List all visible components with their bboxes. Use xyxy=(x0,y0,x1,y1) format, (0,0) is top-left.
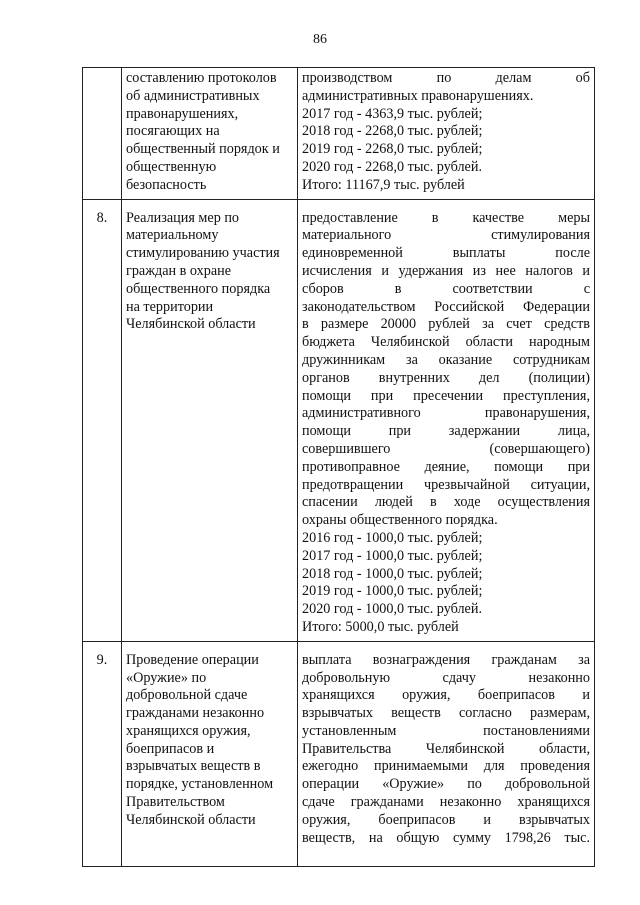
table-row xyxy=(83,68,595,200)
page-number: 86 xyxy=(313,32,327,47)
funding-line: 2016 год - 1000,0 тыс. рублей; xyxy=(302,529,483,546)
row-number: 9. xyxy=(83,641,122,866)
description-line: единовременной выплаты после xyxy=(302,245,590,262)
description-line: оружия, боеприпасов и взрывчатых xyxy=(302,811,590,828)
description-line: помощи при пресечении преступления, xyxy=(302,387,590,404)
description-line: исчисления и удержания из нее налогов и xyxy=(302,262,590,279)
description-line: предотвращении чрезвычайной ситуации, xyxy=(302,476,590,493)
measure-name-line: боеприпасов и xyxy=(126,740,215,757)
row-number xyxy=(83,68,122,200)
measure-name-line: общественного порядка xyxy=(126,280,271,297)
total-line: Итого: 11167,9 тыс. рублей xyxy=(302,176,465,193)
measure-name-line: Проведение операции xyxy=(126,651,259,668)
program-table xyxy=(82,67,595,867)
description-line: в размере 20000 рублей за счет средств xyxy=(302,316,590,333)
measure-name-line: об административных xyxy=(126,87,260,104)
measure-name-line: добровольной сдаче xyxy=(126,687,248,704)
measure-description-cell xyxy=(298,641,595,866)
description-line: хранящихся оружия, боеприпасов и xyxy=(302,687,590,704)
measure-name-line: правонарушениях, xyxy=(126,105,239,122)
description-line: противоправное деяние, помощи при xyxy=(302,458,590,475)
row-number: 8. xyxy=(83,199,122,641)
measure-name-line: составлению протоколов xyxy=(126,70,277,86)
measure-name-cell xyxy=(122,641,298,866)
measure-name-line: гражданами незаконно xyxy=(126,705,265,722)
description-line: административного правонарушения, xyxy=(302,405,590,422)
description-line: веществ, на общую сумму 1798,26 тыс. xyxy=(302,829,590,846)
description-line: ежегодно принимаемыми для проведения xyxy=(302,758,590,775)
description-line: административных правонарушениях. xyxy=(302,87,534,104)
description-line: сдаче гражданами незаконно хранящихся xyxy=(302,794,590,811)
description-line: взрывчатых веществ согласно размерам, xyxy=(302,705,590,722)
measure-name-line: на территории xyxy=(126,298,214,315)
description-line: законодательством Российской Федерации xyxy=(302,298,590,315)
table-row xyxy=(83,641,595,866)
description-line: сборов в соответствии с xyxy=(302,280,590,297)
description-line: предоставление в качестве меры xyxy=(302,209,590,226)
description-line: бюджета Челябинской области народным xyxy=(302,334,590,351)
description-line: совершившего (совершающего) xyxy=(302,440,590,457)
measure-description-cell xyxy=(298,199,595,641)
funding-line: 2017 год - 4363,9 тыс. рублей; xyxy=(302,105,483,122)
measure-name-line: граждан в охране xyxy=(126,262,232,279)
measure-name-line: Реализация мер по xyxy=(126,209,240,226)
measure-name-line: хранящихся оружия, xyxy=(126,722,251,739)
funding-line: 2017 год - 1000,0 тыс. рублей; xyxy=(302,547,483,564)
measure-name-line: материальному xyxy=(126,227,219,244)
description-line: спасении людей в ходе осуществления xyxy=(302,494,590,511)
measure-name-line: «Оружие» по xyxy=(126,669,207,686)
funding-line: 2020 год - 1000,0 тыс. рублей. xyxy=(302,601,482,618)
measure-description-cell xyxy=(298,68,595,200)
measure-name-line: Челябинской области xyxy=(126,316,256,333)
description-line: дружинникам за оказание сотрудникам xyxy=(302,351,590,368)
description-line: выплата вознаграждения гражданам за xyxy=(302,651,590,668)
measure-name-line: общественный порядок и xyxy=(126,141,280,158)
measure-name-line: безопасность xyxy=(126,176,207,193)
description-line: производством по делам об xyxy=(302,70,590,86)
funding-line: 2020 год - 2268,0 тыс. рублей. xyxy=(302,158,482,175)
description-line: органов внутренних дел (полиции) xyxy=(302,369,590,386)
description-line: добровольную сдачу незаконно xyxy=(302,669,590,686)
funding-line: 2018 год - 1000,0 тыс. рублей; xyxy=(302,565,483,582)
measure-name-cell xyxy=(122,68,298,200)
measure-name-line: Челябинской области xyxy=(126,811,256,828)
description-line: операции «Оружие» по добровольной xyxy=(302,776,590,793)
funding-line: 2019 год - 1000,0 тыс. рублей; xyxy=(302,583,483,600)
description-line: установленным постановлениями xyxy=(302,722,590,739)
measure-name-line: взрывчатых веществ в xyxy=(126,758,261,775)
total-line: Итого: 5000,0 тыс. рублей xyxy=(302,618,459,635)
measure-name-line: посягающих на xyxy=(126,123,220,140)
description-line: Правительства Челябинской области, xyxy=(302,740,590,757)
description-line: материального стимулирования xyxy=(302,227,590,244)
measure-name-line: Правительством xyxy=(126,794,225,811)
measure-name-cell xyxy=(122,199,298,641)
description-line: помощи при задержании лица, xyxy=(302,423,590,440)
description-line: охраны общественного порядка. xyxy=(302,512,498,529)
measure-name-line: общественную xyxy=(126,158,217,175)
funding-line: 2019 год - 2268,0 тыс. рублей; xyxy=(302,141,483,158)
funding-line: 2018 год - 2268,0 тыс. рублей; xyxy=(302,123,483,140)
table-row xyxy=(83,199,595,641)
measure-name-line: порядке, установленном xyxy=(126,776,274,793)
measure-name-line: стимулированию участия xyxy=(126,245,280,262)
